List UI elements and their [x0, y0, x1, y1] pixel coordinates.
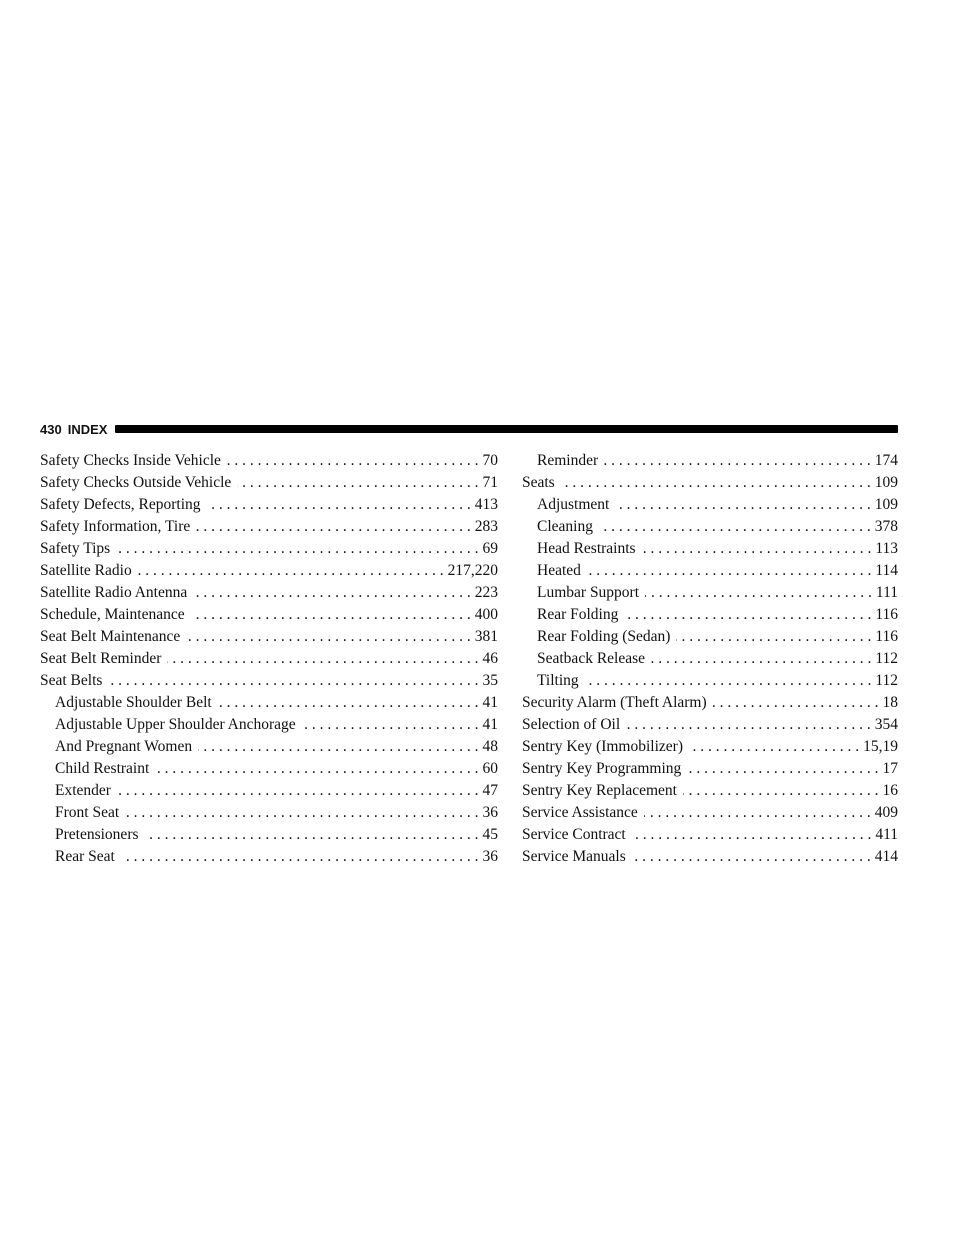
dot-leader [642, 538, 872, 560]
index-subentry [522, 626, 898, 648]
index-entry [522, 802, 898, 824]
entry-term: Reminder [537, 452, 599, 469]
entry-page: 114 [875, 562, 898, 579]
section-title: INDEX [67, 421, 108, 437]
entry-page: 41 [482, 694, 498, 711]
index-entry [522, 824, 898, 846]
dot-leader [624, 604, 871, 626]
index-entry [40, 516, 498, 538]
dot-leader [218, 692, 479, 714]
entry-term: Satellite Radio [40, 562, 132, 579]
index-subentry [522, 560, 898, 582]
entry-page: 223 [474, 584, 498, 601]
entry-term: Sentry Key Replacement [522, 782, 677, 799]
entry-page: 413 [474, 496, 498, 513]
entry-term: Heated [537, 562, 581, 579]
entry-page: 217,220 [447, 562, 498, 579]
entry-term: Tilting [537, 672, 579, 689]
dot-leader [689, 736, 859, 758]
index-entry [522, 692, 898, 714]
dot-leader [117, 780, 479, 802]
index-subentry [522, 516, 898, 538]
dot-leader [207, 494, 471, 516]
index-entry [522, 780, 898, 802]
dot-leader [155, 758, 478, 780]
index-subentry [522, 494, 898, 516]
dot-leader [687, 758, 878, 780]
page-number: 430 [40, 421, 62, 437]
entry-page: 354 [874, 716, 898, 733]
dot-leader [585, 670, 872, 692]
index-entry [40, 670, 498, 692]
entry-page: 35 [482, 672, 498, 689]
entry-page: 283 [474, 518, 498, 535]
index-subentry [40, 846, 498, 868]
entry-page: 116 [875, 606, 898, 623]
entry-term: And Pregnant Women [55, 738, 193, 755]
entry-term: Front Seat [55, 804, 120, 821]
entry-term: Extender [55, 782, 111, 799]
entry-term: Sentry Key Programming [522, 760, 682, 777]
entry-term: Pretensioners [55, 826, 139, 843]
entry-term: Rear Folding [537, 606, 619, 623]
entry-term: Sentry Key (Immobilizer) [522, 738, 683, 755]
dot-leader [561, 472, 871, 494]
index-subentry [522, 538, 898, 560]
entry-term: Child Restraint [55, 760, 150, 777]
index-column-right [522, 450, 898, 868]
dot-leader [645, 582, 872, 604]
entry-term: Safety Checks Inside Vehicle [40, 452, 221, 469]
entry-page: 381 [474, 628, 498, 645]
entry-term: Seatback Release [537, 650, 646, 667]
entry-term: Cleaning [537, 518, 593, 535]
index-entry [40, 626, 498, 648]
dot-leader [713, 692, 879, 714]
entry-term: Safety Information, Tire [40, 518, 191, 535]
entry-page: 109 [874, 496, 898, 513]
entry-page: 17 [882, 760, 898, 777]
dot-leader [145, 824, 479, 846]
entry-page: 15,19 [863, 738, 898, 755]
entry-page: 109 [874, 474, 898, 491]
index-subentry [522, 582, 898, 604]
entry-page: 409 [874, 804, 898, 821]
index-subentry [522, 670, 898, 692]
entry-term: Schedule, Maintenance [40, 606, 185, 623]
entry-term: Safety Checks Outside Vehicle [40, 474, 232, 491]
dot-leader [632, 846, 871, 868]
entry-page: 113 [875, 540, 898, 557]
dot-leader [196, 516, 471, 538]
entry-term: Adjustable Shoulder Belt [55, 694, 212, 711]
entry-page: 36 [482, 848, 498, 865]
index-entry [522, 736, 898, 758]
entry-page: 414 [874, 848, 898, 865]
header-rule [115, 425, 898, 433]
dot-leader [121, 846, 479, 868]
entry-term: Service Contract [522, 826, 626, 843]
index-entry [40, 560, 498, 582]
entry-page: 411 [875, 826, 898, 843]
entry-term: Service Manuals [522, 848, 626, 865]
entry-page: 36 [482, 804, 498, 821]
index-entry [40, 582, 498, 604]
dot-leader [604, 450, 871, 472]
entry-page: 47 [482, 782, 498, 799]
entry-page: 41 [482, 716, 498, 733]
dot-leader [167, 648, 478, 670]
index-entry [522, 758, 898, 780]
entry-page: 18 [882, 694, 898, 711]
dot-leader [651, 648, 871, 670]
entry-page: 112 [875, 672, 898, 689]
entry-term: Adjustable Upper Shoulder Anchorage [55, 716, 296, 733]
index-entry [522, 472, 898, 494]
dot-leader [108, 670, 478, 692]
dot-leader [615, 494, 870, 516]
index-entry [522, 714, 898, 736]
dot-leader [626, 714, 871, 736]
index-subentry [522, 604, 898, 626]
index-entry [40, 648, 498, 670]
dot-leader [198, 736, 478, 758]
entry-term: Head Restraints [537, 540, 636, 557]
entry-term: Security Alarm (Theft Alarm) [522, 694, 707, 711]
entry-term: Safety Defects, Reporting [40, 496, 201, 513]
entry-page: 116 [875, 628, 898, 645]
entry-page: 378 [874, 518, 898, 535]
dot-leader [191, 604, 471, 626]
entry-term: Service Assistance [522, 804, 638, 821]
dot-leader [676, 626, 871, 648]
entry-term: Adjustment [537, 496, 610, 513]
entry-term: Lumbar Support [537, 584, 640, 601]
entry-term: Rear Folding (Sedan) [537, 628, 671, 645]
dot-leader [193, 582, 471, 604]
index-subentry [522, 450, 898, 472]
entry-term: Rear Seat [55, 848, 115, 865]
dot-leader [227, 450, 479, 472]
index-subentry [40, 758, 498, 780]
dot-leader [587, 560, 871, 582]
dot-leader [116, 538, 478, 560]
dot-leader [138, 560, 444, 582]
entry-page: 111 [875, 584, 898, 601]
dot-leader [186, 626, 470, 648]
entry-page: 112 [875, 650, 898, 667]
page-header [40, 418, 898, 440]
index-subentry [40, 780, 498, 802]
entry-page: 46 [482, 650, 498, 667]
index-entry [40, 494, 498, 516]
entry-page: 174 [874, 452, 898, 469]
index-subentry [40, 692, 498, 714]
index-subentry [522, 648, 898, 670]
index-entry [40, 604, 498, 626]
entry-page: 45 [482, 826, 498, 843]
index-subentry [40, 802, 498, 824]
dot-leader [302, 714, 479, 736]
dot-leader [599, 516, 871, 538]
dot-leader [125, 802, 478, 824]
entry-page: 60 [482, 760, 498, 777]
entry-term: Seat Belts [40, 672, 103, 689]
entry-term: Selection of Oil [522, 716, 621, 733]
entry-term: Satellite Radio Antenna [40, 584, 188, 601]
entry-page: 400 [474, 606, 498, 623]
entry-page: 69 [482, 540, 498, 557]
index-entry [40, 472, 498, 494]
entry-term: Seat Belt Reminder [40, 650, 162, 667]
index-subentry [40, 714, 498, 736]
dot-leader [683, 780, 879, 802]
dot-leader [632, 824, 872, 846]
entry-page: 16 [882, 782, 898, 799]
entry-page: 71 [482, 474, 498, 491]
index-entry [40, 538, 498, 560]
index-entry [522, 846, 898, 868]
dot-leader [644, 802, 871, 824]
entry-term: Seat Belt Maintenance [40, 628, 181, 645]
index-column-left [40, 450, 498, 868]
index-entry [40, 450, 498, 472]
entry-term: Safety Tips [40, 540, 111, 557]
index-subentry [40, 824, 498, 846]
entry-term: Seats [522, 474, 555, 491]
index-subentry [40, 736, 498, 758]
dot-leader [237, 472, 478, 494]
entry-page: 48 [482, 738, 498, 755]
entry-page: 70 [482, 452, 498, 469]
